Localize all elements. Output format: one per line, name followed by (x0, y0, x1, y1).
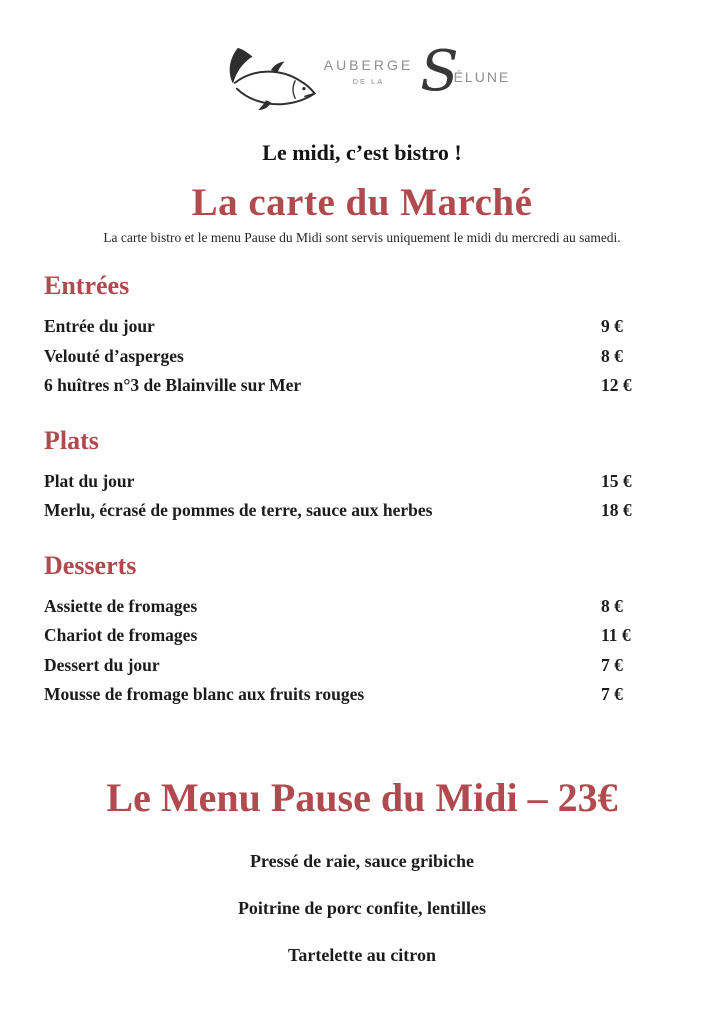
logo-big-letter: S (420, 39, 459, 104)
dish-price: 8 € (601, 345, 623, 366)
logo-word-de-la: DE LA (352, 77, 385, 86)
dish-name: Velouté d’asperges (44, 345, 184, 366)
page-subtitle: La carte bistro et le menu Pause du Midi sont servis uniquement le midi du mercredi au samedi. (103, 230, 621, 245)
dish-name: Assiette de fromages (44, 595, 198, 616)
dish-name: Plat du jour (44, 470, 135, 491)
section-desserts (44, 551, 651, 710)
restaurant-logo (0, 39, 724, 112)
dish-price: 11 € (601, 625, 631, 645)
logo-word-elune: ÉLUNE (453, 69, 511, 85)
section-heading-entrees: Entrées (44, 271, 130, 300)
fixed-menu-courses (0, 851, 724, 966)
dish-name: Entrée du jour (44, 316, 155, 336)
menu-item (44, 371, 651, 401)
section-plats (44, 426, 651, 526)
dish-price: 7 € (601, 684, 623, 704)
fixed-menu-title: Le Menu Pause du Midi – 23€ (106, 774, 618, 820)
tagline: Le midi, c’est bistro ! (262, 140, 462, 165)
section-entrees (44, 271, 651, 401)
fixed-menu-course: Tartelette au citron (288, 944, 436, 965)
dish-name: 6 huîtres n°3 de Blainville sur Mer (44, 375, 302, 395)
menu-item (44, 621, 651, 651)
menu-item (44, 467, 651, 497)
dish-price: 9 € (601, 316, 623, 336)
dish-name: Dessert du jour (44, 654, 160, 675)
logo-wordmark (323, 39, 511, 104)
menu-item (44, 651, 651, 681)
menu-item (44, 312, 651, 342)
section-heading-desserts: Desserts (44, 550, 137, 580)
menu-sections (0, 271, 724, 710)
logo-word-auberge: AUBERGE (323, 57, 414, 73)
fish-sketch-icon (214, 42, 322, 110)
dish-name: Merlu, écrasé de pommes de terre, sauce aux herbes (44, 500, 433, 520)
dish-price: 15 € (601, 470, 632, 491)
menu-item (44, 592, 651, 622)
dish-price: 12 € (601, 375, 632, 395)
dish-price: 8 € (601, 595, 623, 616)
dish-name: Mousse de fromage blanc aux fruits rouges (44, 684, 365, 704)
menu-item (44, 496, 651, 526)
fixed-menu-course: Pressé de raie, sauce gribiche (249, 850, 475, 871)
dish-name: Chariot de fromages (44, 625, 198, 645)
fixed-menu-course: Poitrine de porc confite, lentilles (237, 897, 487, 918)
section-heading-plats: Plats (44, 425, 99, 455)
menu-item (44, 680, 651, 710)
menu-item (44, 342, 651, 372)
page-title: La carte du Marché (191, 181, 533, 224)
dish-price: 18 € (601, 500, 632, 520)
dish-price: 7 € (601, 654, 623, 675)
